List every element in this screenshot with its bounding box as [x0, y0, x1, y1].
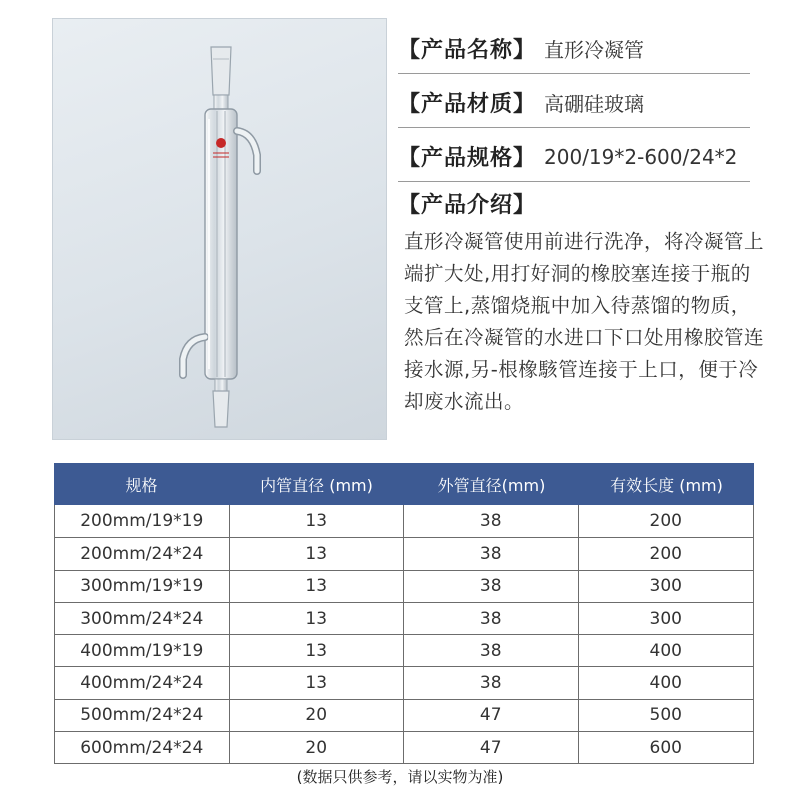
- product-spec-value: 200/19*2-600/24*2: [544, 144, 738, 169]
- cell-effective-length: 500: [649, 705, 682, 726]
- table-row: [55, 666, 753, 698]
- cell-effective-length: 400: [649, 640, 682, 661]
- product-intro-title: 【产品介绍】: [398, 193, 537, 218]
- header-effective-length: 有效长度 (mm): [610, 475, 723, 495]
- cell-outer-diameter: 47: [404, 700, 579, 731]
- header-inner-diameter: 内管直径 (mm): [260, 475, 373, 495]
- cell-outer-diameter: 38: [404, 505, 579, 537]
- cell-spec: 200mm/24*24: [55, 538, 230, 569]
- condenser-illustration: [53, 19, 388, 441]
- cell-outer-diameter: 38: [404, 635, 579, 666]
- table-body: [54, 505, 754, 764]
- cell-spec: 600mm/24*24: [55, 732, 230, 763]
- cell-outer-diameter: 38: [404, 667, 579, 698]
- table-row: [55, 602, 753, 634]
- header-outer-diameter: 外管直径(mm): [437, 475, 546, 495]
- cell-inner-diameter: 20: [230, 732, 405, 763]
- table-header: [54, 463, 754, 505]
- disclaimer-note: (数据只供参考，请以实物为准): [296, 768, 504, 786]
- table-row: [55, 505, 753, 537]
- cell-effective-length: 400: [649, 673, 682, 694]
- table-row: [55, 731, 753, 763]
- cell-spec: 400mm/19*19: [55, 635, 230, 666]
- cell-spec: 300mm/24*24: [55, 603, 230, 634]
- product-name-label: 【产品名称】: [398, 38, 537, 63]
- product-intro-text: 直形冷凝管使用前进行洗净，将冷凝管上端扩大处,用打好洞的橡胶塞连接于瓶的支管上,蒸馏烧瓶中加入待蒸馏的物质，然后在冷凝管的水进口下口处用橡胶管连接水源,另-根橡駭管连接于上口，便于冷却废水流出。: [404, 230, 765, 413]
- product-spec-label: 【产品规格】: [398, 146, 537, 171]
- table-row: [55, 634, 753, 666]
- cell-inner-diameter: 13: [230, 505, 405, 537]
- table-row: [55, 570, 753, 602]
- cell-effective-length: 200: [649, 543, 682, 564]
- product-photo: [52, 18, 387, 440]
- product-material-value: 高硼硅玻璃: [544, 92, 645, 116]
- product-name-row: [398, 24, 750, 74]
- cell-outer-diameter: 38: [404, 571, 579, 602]
- cell-outer-diameter: 38: [404, 538, 579, 569]
- cell-spec: 400mm/24*24: [55, 667, 230, 698]
- table-row: [55, 537, 753, 569]
- header-spec: 规格: [125, 475, 158, 495]
- cell-effective-length: 300: [649, 608, 682, 629]
- cell-spec: 200mm/19*19: [55, 505, 230, 537]
- cell-outer-diameter: 38: [404, 603, 579, 634]
- cell-outer-diameter: 47: [404, 732, 579, 763]
- product-name-value: 直形冷凝管: [544, 38, 645, 62]
- product-material-label: 【产品材质】: [398, 92, 537, 117]
- cell-effective-length: 200: [649, 511, 682, 532]
- product-spec-row: [398, 132, 750, 182]
- cell-inner-diameter: 13: [230, 538, 405, 569]
- cell-inner-diameter: 13: [230, 635, 405, 666]
- cell-inner-diameter: 20: [230, 700, 405, 731]
- spec-table: [54, 463, 754, 764]
- table-row: [55, 699, 753, 731]
- cell-inner-diameter: 13: [230, 603, 405, 634]
- cell-spec: 500mm/24*24: [55, 700, 230, 731]
- cell-spec: 300mm/19*19: [55, 571, 230, 602]
- cell-effective-length: 600: [649, 737, 682, 758]
- cell-inner-diameter: 13: [230, 667, 405, 698]
- product-material-row: [398, 78, 750, 128]
- cell-effective-length: 300: [649, 576, 682, 597]
- cell-inner-diameter: 13: [230, 571, 405, 602]
